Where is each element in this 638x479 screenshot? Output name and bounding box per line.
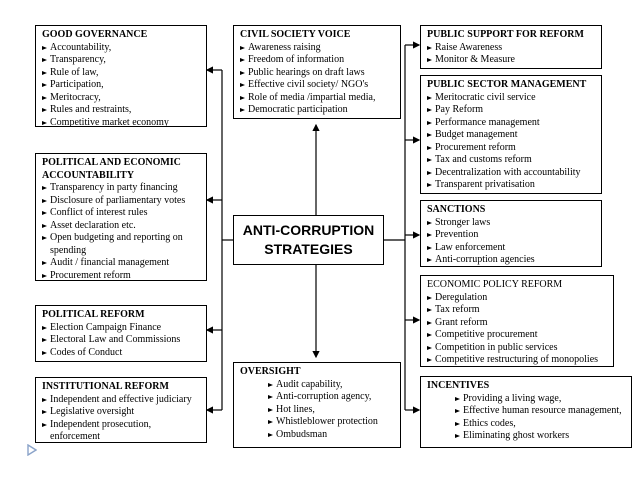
political-reform-box <box>35 305 207 362</box>
list-item: Competitive procurement <box>427 329 609 342</box>
list-item: Awareness raising <box>240 42 396 55</box>
list-item: Meritocratic civil service <box>427 92 597 105</box>
list-item: Legislative oversight <box>42 406 202 419</box>
list-item: Performance management <box>427 117 597 130</box>
list-item: Budget management <box>427 129 597 142</box>
list-item: Effective human resource management, <box>455 405 627 418</box>
center-title-line-1: ANTI-CORRUPTION <box>242 222 375 238</box>
list-item: Disclosure of parliamentary votes <box>42 195 202 208</box>
list-item: Ombudsman <box>268 429 396 442</box>
list-item: Monitor & Measure <box>427 54 597 67</box>
public-support-box <box>420 25 602 69</box>
list-item: Open budgeting and reporting on spending <box>42 232 202 257</box>
list-item: Audit capability, <box>268 379 396 392</box>
institutional-reform-box <box>35 377 207 443</box>
list-item: Hot lines, <box>268 404 396 417</box>
good-governance-box <box>35 25 207 127</box>
list-item: Transparency, <box>42 54 202 67</box>
list-item: Transparency in party financing <box>42 182 202 195</box>
list-item: Public hearings on draft laws <box>240 67 396 80</box>
triangle-right-icon[interactable] <box>27 444 37 456</box>
list-item: Independent and effective judiciary <box>42 394 202 407</box>
list-item: Anti-corruption agency, <box>268 391 396 404</box>
list-item: Transparent privatisation <box>427 179 597 192</box>
incentives-title: INCENTIVES <box>427 380 490 391</box>
list-item: Raise Awareness <box>427 42 597 55</box>
political-economic-title-1: POLITICAL AND ECONOMIC <box>42 157 181 168</box>
list-item: Law enforcement <box>427 242 597 255</box>
list-item: Independent prosecution, enforcement <box>42 419 202 444</box>
political-economic-title-2: ACCOUNTABILITY <box>42 169 135 181</box>
incentives-box <box>420 376 632 448</box>
public-sector-title: PUBLIC SECTOR MANAGEMENT <box>427 79 587 90</box>
list-item: Tax and customs reform <box>427 154 597 167</box>
list-item: Ethics codes, <box>455 418 627 431</box>
list-item: Participation, <box>42 79 202 92</box>
anti-corruption-center-box <box>233 215 384 265</box>
list-item: Democratic participation <box>240 104 396 117</box>
list-item: Election Campaign Finance <box>42 322 202 335</box>
sanctions-box <box>420 200 602 267</box>
list-item: Deregulation <box>427 292 609 305</box>
list-item: Role of media /impartial media, <box>240 92 396 105</box>
list-item: Tax reform <box>427 304 609 317</box>
political-economic-box <box>35 153 207 281</box>
list-item: Prevention <box>427 229 597 242</box>
public-support-title: PUBLIC SUPPORT FOR REFORM <box>427 29 584 40</box>
list-item: Rules and restraints, <box>42 104 202 117</box>
list-item: Pay Reform <box>427 104 597 117</box>
economic-policy-box <box>420 275 614 367</box>
list-item: Electoral Law and Commissions <box>42 334 202 347</box>
list-item: Effective civil society/ NGO's <box>240 79 396 92</box>
list-item: Anti-corruption agencies <box>427 254 597 267</box>
list-item: Providing a living wage, <box>455 393 627 406</box>
list-item: Competitive market economy <box>42 117 202 128</box>
public-sector-box <box>420 75 602 194</box>
list-item: Decentralization with accountability <box>427 167 597 180</box>
list-item: Grant reform <box>427 317 609 330</box>
list-item: Procurement reform <box>42 270 202 282</box>
list-item: Competition in public services <box>427 342 609 355</box>
list-item: Competitive restructuring of monopolies <box>427 354 609 367</box>
list-item: Freedom of information <box>240 54 396 67</box>
list-item: Meritocracy, <box>42 92 202 105</box>
list-item: Procurement reform <box>427 142 597 155</box>
list-item: Rule of law, <box>42 67 202 80</box>
list-item: Codes of Conduct <box>42 347 202 360</box>
list-item: Asset declaration etc. <box>42 220 202 233</box>
list-item: Conflict of interest rules <box>42 207 202 220</box>
civil-society-box <box>233 25 401 119</box>
list-item: Whistleblower protection <box>268 416 396 429</box>
oversight-title: OVERSIGHT <box>240 366 301 377</box>
list-item: Eliminating ghost workers <box>455 430 627 443</box>
center-title-line-2: STRATEGIES <box>264 241 353 257</box>
oversight-box <box>233 362 401 448</box>
list-item: Accountability, <box>42 42 202 55</box>
civil-society-title: CIVIL SOCIETY VOICE <box>240 29 351 40</box>
political-reform-title: POLITICAL REFORM <box>42 309 145 320</box>
economic-policy-title: ECONOMIC POLICY REFORM <box>427 279 563 290</box>
list-item: Audit / financial management <box>42 257 202 270</box>
sanctions-title: SANCTIONS <box>427 204 486 215</box>
institutional-reform-title: INSTITUTIONAL REFORM <box>42 381 169 392</box>
good-governance-title: GOOD GOVERNANCE <box>42 29 148 40</box>
list-item: Stronger laws <box>427 217 597 230</box>
